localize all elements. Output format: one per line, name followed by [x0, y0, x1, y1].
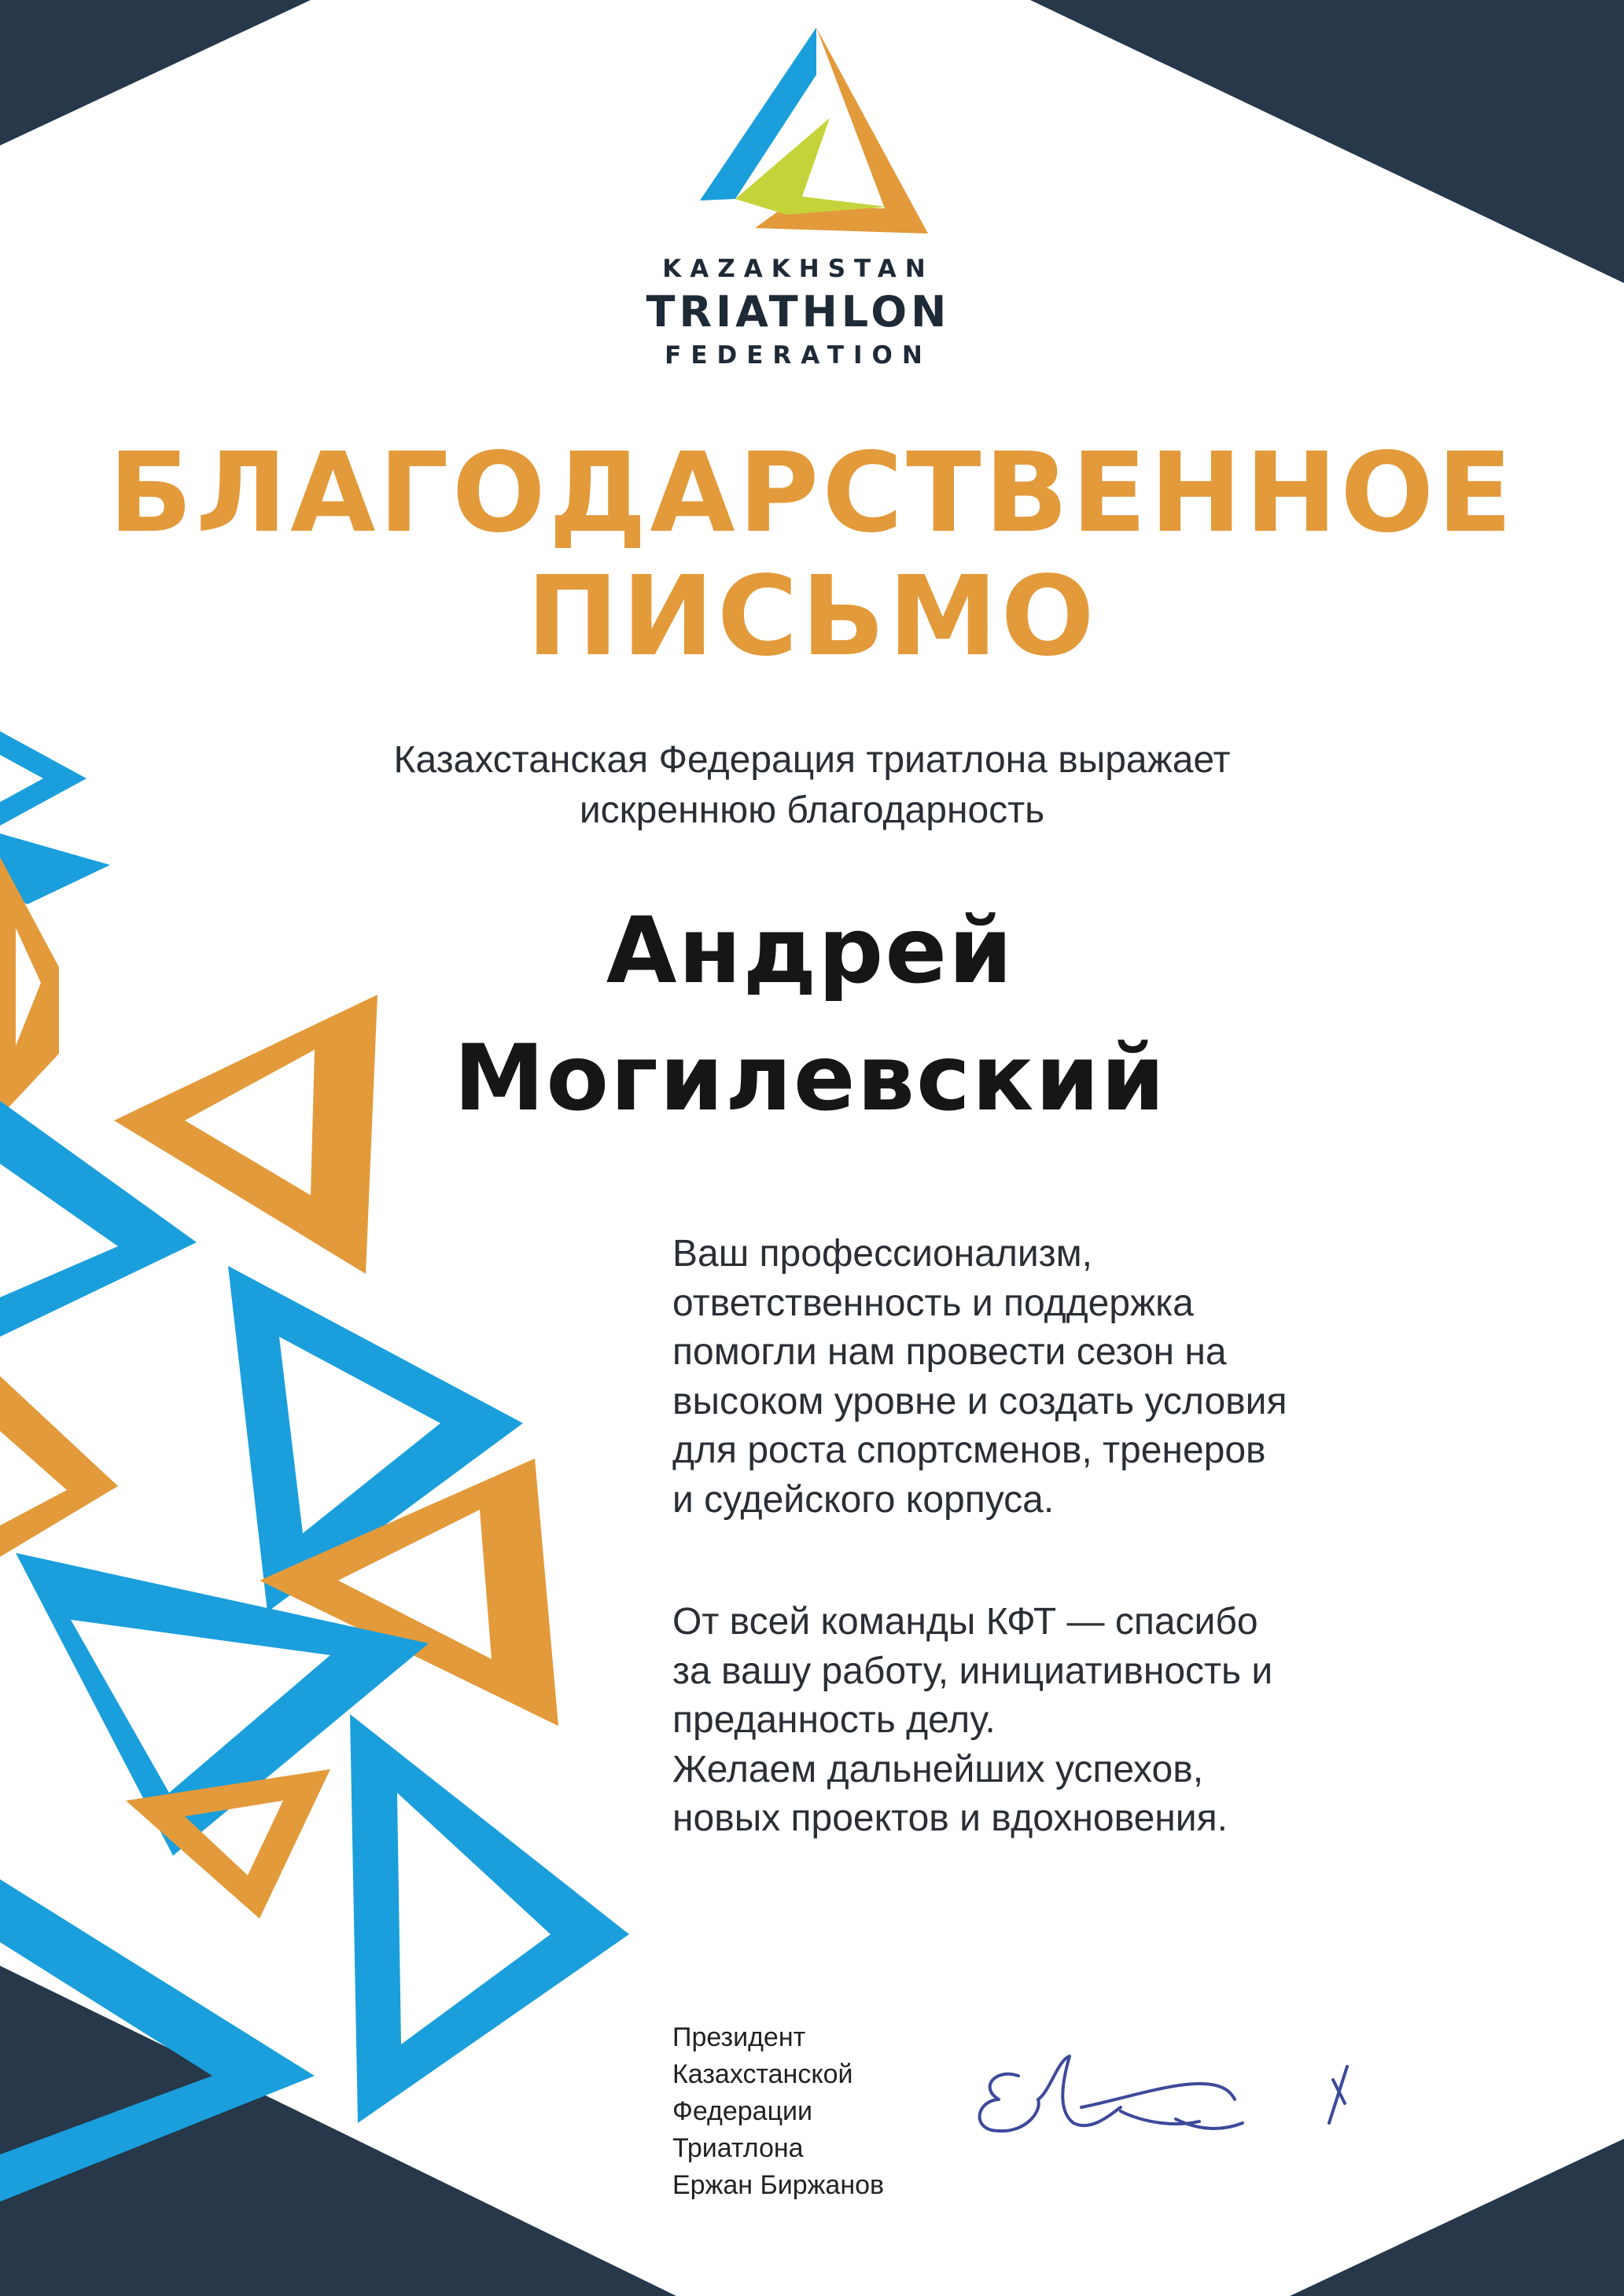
- signatory-org: Триатлона: [672, 2133, 804, 2163]
- federation-logo: [661, 20, 959, 256]
- letter-title-line2: ПИСЬМО: [526, 553, 1098, 681]
- body-line: за вашу работу, инициативность и: [672, 1650, 1273, 1692]
- logo-text-line3: FEDERATION: [665, 341, 932, 370]
- intro-line2: искреннюю благодарность: [579, 789, 1045, 831]
- body-line: преданность делу.: [672, 1699, 996, 1741]
- pattern-triangle: [0, 731, 87, 826]
- intro-line1: Казахстанская Федерация триатлона выражает: [393, 739, 1231, 781]
- body-line: и судейского корпуса.: [672, 1478, 1055, 1521]
- intro-text: [157, 735, 1467, 836]
- letter-title-line1: БЛАГОДАРСТВЕННОЕ: [109, 429, 1515, 557]
- logo-text-line2: TRIATHLON: [646, 287, 951, 337]
- signatory-block: [672, 2019, 1003, 2204]
- recipient-last-name: Могилевский: [453, 1025, 1167, 1131]
- corner-top-right: [1030, 0, 1624, 283]
- pattern-triangle: [0, 1376, 118, 1557]
- recipient-first-name: Андрей: [606, 898, 1015, 1004]
- body-paragraph-1: [672, 1230, 1459, 1525]
- body-line: От всей команды КФТ — спасибо: [672, 1601, 1258, 1643]
- corner-top-left: [0, 0, 311, 145]
- body-line: высоком уровне и создать условия: [672, 1380, 1287, 1422]
- signatory-title: Президент: [672, 2022, 806, 2052]
- handwritten-signature: [963, 2044, 1372, 2154]
- corner-bottom-right: [1290, 2139, 1624, 2296]
- body-line: помогли нам провести сезон на: [672, 1331, 1227, 1373]
- logo-text-line1: KAZAKHSTAN: [662, 255, 934, 283]
- body-line: для роста спортсменов, тренеров: [672, 1429, 1266, 1471]
- body-line: новых проектов и вдохновения.: [672, 1797, 1228, 1839]
- body-line: Ваш профессионализм,: [672, 1233, 1092, 1275]
- signatory-org: Федерации: [672, 2096, 813, 2126]
- federation-logo-text: [629, 252, 967, 373]
- pattern-triangle: [350, 1714, 629, 2123]
- signatory-name: Ержан Биржанов: [672, 2170, 885, 2200]
- body-line: Желаем дальнейших успехов,: [672, 1748, 1204, 1790]
- signatory-org: Казахстанской: [672, 2059, 853, 2089]
- body-paragraph-2: [672, 1598, 1459, 1844]
- body-line: ответственность и поддержка: [672, 1282, 1194, 1324]
